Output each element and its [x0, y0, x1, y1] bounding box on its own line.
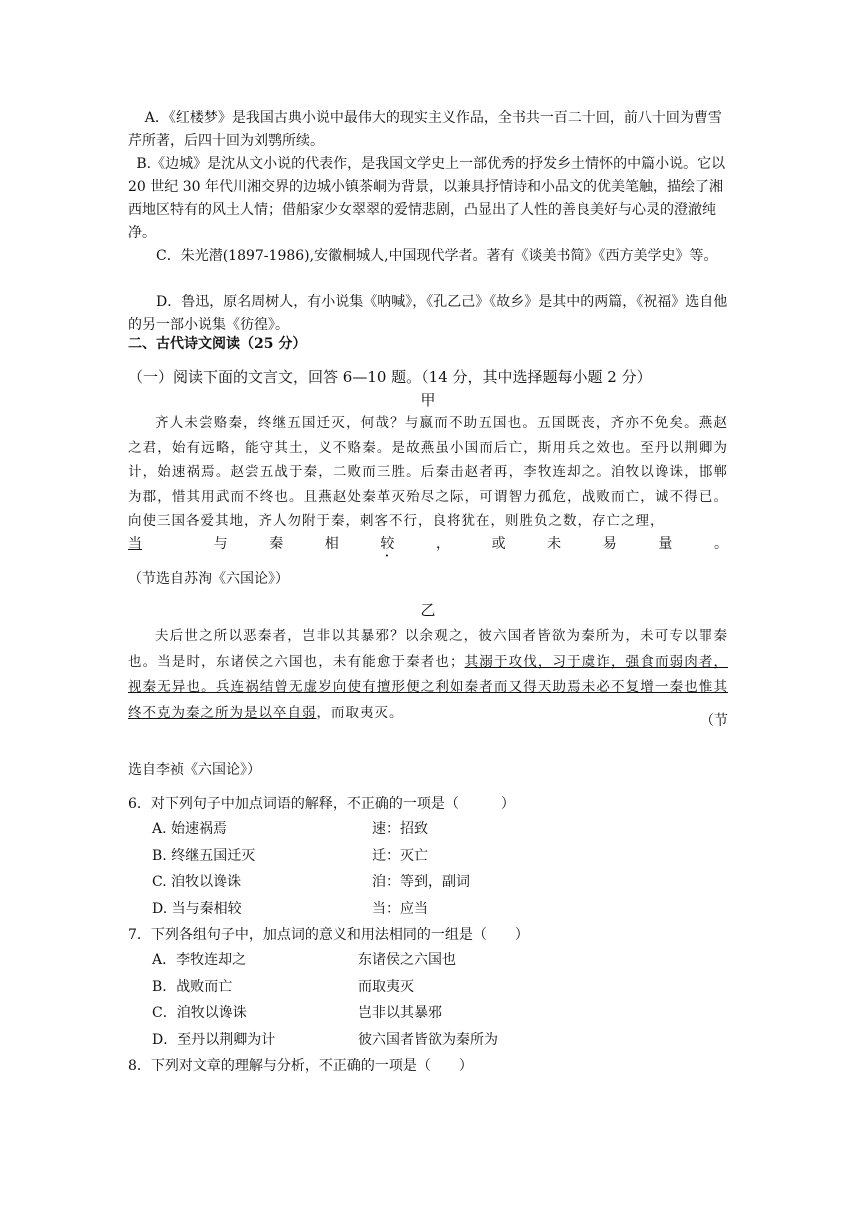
q6-option-right: 当：应当 — [372, 901, 428, 917]
q6-option-right: 速：招致 — [372, 821, 428, 837]
passage-jia-char: 秦 — [269, 536, 284, 552]
passage-jia-char: 较 — [380, 536, 395, 552]
subsection-heading: （一）阅读下面的文言文，回答 6—10 题。（14 分，其中选择题每小题 2 分） — [128, 368, 652, 386]
passage-yi-label: 乙 — [420, 601, 436, 619]
passage-jia-char: 。 — [713, 536, 728, 552]
q6-option-left: C. 洎牧以谗诛 — [152, 874, 242, 890]
q6-option-left: A. 始速祸焉 — [152, 821, 228, 837]
q6-option-right: 洎：等到，副词 — [372, 874, 470, 890]
passage-jia-char: ， — [435, 536, 450, 552]
passage-jia-char: 当 — [128, 536, 142, 552]
passage-yi-text — [128, 624, 728, 726]
q7-option-left: C．洎牧以谗诛 — [152, 1005, 247, 1021]
passage-jia-char: 量 — [658, 536, 673, 552]
option-b-text: B.《边城》是沈从文小说的代表作，是我国文学史上一部优秀的抒发乡土情怀的中篇小说。它以 20 世纪 30 年代川湘交界的边城小镇茶峒为背景，以兼具抒情诗和小品文的优美笔触，描绘了湘西地区特有的风土人情；借船家少女翠翠的爱情悲剧，凸显出了人性的善良美好与心灵的澄澈纯净。 — [128, 156, 726, 241]
question-8-stem: 8．下列对文章的理解与分析，不正确的一项是（ ） — [128, 1058, 473, 1074]
q7-option-left: B．战败而亡 — [152, 979, 233, 995]
q7-option-right: 岂非以其暴邪 — [358, 1005, 442, 1021]
q7-option-left: A．李牧连却之 — [152, 952, 247, 968]
option-a-text: A．《红楼梦》是我国古典小说中最伟大的现实主义作品，全书共一百二十回，前八十回为曹雪芹所著，后四十回为刘鹗所续。 — [128, 110, 722, 149]
passage-jia-label: 甲 — [420, 391, 436, 409]
q7-option-left: D．至丹以荆卿为计 — [152, 1032, 276, 1048]
passage-yi-source-part1: （节 — [700, 713, 728, 729]
passage-jia-char: 或 — [491, 536, 506, 552]
passage-jia-char: 相 — [324, 536, 339, 552]
q6-option-right: 迁：灭亡 — [372, 848, 428, 864]
passage-yi-underlined: 其溺于攻伐，习于虞诈，强食而弱肉者，视秦无异也。兵连祸结曾无虚岁向使有擅形便之利如秦者而又得天助焉未必不复增一秦也惟其终不克为秦之所为是以卒自弱 — [128, 653, 729, 721]
option-c-text: C．朱光潜(1897-1986),安徽桐城人,中国现代学者。著有《谈美书简》《西方美学史》等。 — [156, 248, 718, 264]
passage-yi-tail: ，而取夷灭。 — [316, 704, 404, 721]
passage-jia-char: 与 — [213, 536, 228, 552]
section-heading: 二、古代诗文阅读（25 分） — [128, 336, 307, 352]
passage-jia-text: 齐人未尝赂秦，终继五国迁灭，何哉？与嬴而不助五国也。五国既丧，齐亦不免矣。燕赵之君，始有远略，能守其土，义不赂秦。是故燕虽小国而后亡，斯用兵之效也。至丹以荆卿为计，始速祸焉。赵尝五战于秦，二败而三胜。后秦击赵者再，李牧连却之。洎牧以谗诛，邯郸为郡，惜其用武而不终也。且燕赵处秦革灭殆尽之际，可谓智力孤危，战败而亡，诚不得已。向使三国各爱其地，齐人勿附于秦，刺客不行，良将犹在，则胜负之数，存亡之理， — [128, 415, 728, 529]
passage-jia-last-line — [128, 533, 728, 560]
q6-option-left: D. 当与秦相较 — [152, 901, 242, 917]
q7-option-right: 而取夷灭 — [358, 979, 414, 995]
passage-jia-source: （节选自苏洵《六国论》） — [128, 571, 289, 587]
question-7-stem: 7．下列各组句子中，加点词的意义和用法相同的一组是（ ） — [128, 927, 529, 943]
q7-option-right: 东诸侯之六国也 — [358, 952, 456, 968]
q6-option-left: B. 终继五国迁灭 — [152, 848, 256, 864]
q7-option-right: 彼六国者皆欲为秦所为 — [358, 1032, 498, 1048]
option-d-text: D．鲁迅，原名周树人，有小说集《呐喊》，《孔乙己》《故乡》是其中的两篇，《祝福》选自他的另一部小说集《彷徨》。 — [128, 294, 728, 333]
passage-yi-source-part2: 选自李祯《六国论》） — [128, 762, 261, 778]
passage-jia-char: 易 — [602, 536, 617, 552]
question-6-stem: 6．对下列句子中加点词语的解释，不正确的一项是（ ） — [128, 796, 515, 812]
passage-yi-plain: 夫后世之所以恶秦者，岂非以其暴邪？以余观之，彼六国者皆欲为秦所为，未可专以罪秦也。当是时，东诸侯之六国也，未有能愈于秦者也； — [128, 628, 728, 670]
passage-jia-char: 未 — [547, 536, 562, 552]
